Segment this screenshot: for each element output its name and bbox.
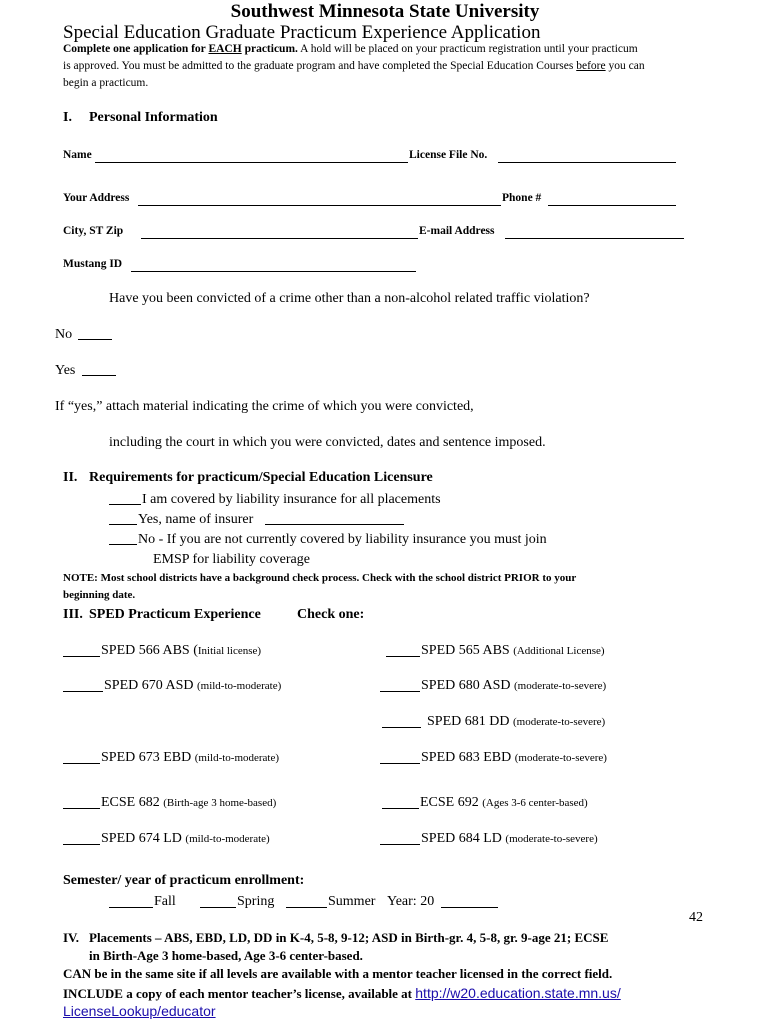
fall-field[interactable] [109,896,153,908]
mustang-id-field[interactable] [131,260,416,272]
sped-566-label: SPED 566 ABS (Initial license) [101,643,262,658]
sped-674-label: SPED 674 LD (mild-to-moderate) [101,831,270,846]
license-lookup-link-2[interactable]: LicenseLookup/educator [63,1003,216,1019]
sped-673-label: SPED 673 EBD (mild-to-moderate) [101,750,280,765]
section-2-number: II. [63,470,78,485]
section-1-number: I. [63,110,72,125]
address-label: Your Address [63,192,130,204]
placements-line-4: INCLUDE a copy of each mentor teacher’s license, available at http://w20.education.state.mn.us/ [63,985,621,1001]
crime-question: Have you been convicted of a crime other than a non-alcohol related traffic violation? [109,291,590,306]
yes-label: Yes [55,363,76,378]
section-2-heading: Requirements for practicum/Special Education Licensure [89,470,433,485]
sped-681-label: SPED 681 DD (moderate-to-severe) [427,714,606,729]
sped-683-field[interactable] [380,752,420,764]
intro-line-2: is approved. You must be admitted to the graduate program and have completed the Special Education Courses before you can [63,60,645,72]
liability-no-field[interactable] [109,533,137,545]
summer-label: Summer [328,894,376,909]
insurer-yes-text: Yes, name of insurer [138,512,254,527]
check-one-label: Check one: [297,607,365,622]
page-number: 42 [689,910,703,925]
note-line-2: beginning date. [63,589,136,601]
if-yes-line-1: If “yes,” attach material indicating the crime of which you were convicted, [55,399,474,414]
sped-680-label: SPED 680 ASD (moderate-to-severe) [421,678,607,693]
sped-683-label: SPED 683 EBD (moderate-to-severe) [421,750,607,765]
intro-line-3: begin a practicum. [63,77,149,89]
city-label: City, ST Zip [63,225,124,237]
university-title: Southwest Minnesota State University [230,1,540,22]
sped-684-field[interactable] [380,833,420,845]
placements-line-3: CAN be in the same site if all levels are available with a mentor teacher licensed in the correct field. [63,966,613,981]
ecse-692-field[interactable] [382,797,419,809]
ecse-692-label: ECSE 692 (Ages 3-6 center-based) [420,795,588,810]
name-field[interactable] [95,151,408,163]
spring-label: Spring [237,894,275,909]
sped-681-field[interactable] [382,716,421,728]
fall-label: Fall [154,894,176,909]
year-field[interactable] [441,896,498,908]
year-label: Year: 20 [387,894,435,909]
email-field[interactable] [505,227,684,239]
name-label: Name [63,149,92,161]
sped-670-field[interactable] [63,680,103,692]
liability-no-text: No - If you are not currently covered by liability insurance you must join [138,532,547,547]
no-label: No [55,327,73,342]
intro-line-1: Complete one application for EACH practicum. A hold will be placed on your practicum registration until your practicum [63,43,638,55]
sped-673-field[interactable] [63,752,100,764]
section-3-number: III. [63,607,83,622]
liability-covered-field[interactable] [109,493,141,505]
insurer-yes-field[interactable] [109,513,137,525]
ecse-682-label: ECSE 682 (Birth-age 3 home-based) [101,795,277,810]
sped-565-label: SPED 565 ABS (Additional License) [421,643,605,658]
license-lookup-link[interactable]: http://w20.education.state.mn.us/ [415,985,621,1001]
mustang-id-label: Mustang ID [63,258,123,270]
summer-field[interactable] [286,896,327,908]
email-label: E-mail Address [419,225,495,237]
semester-heading: Semester/ year of practicum enrollment: [63,873,305,888]
phone-label: Phone # [502,192,542,204]
yes-field[interactable] [82,364,116,376]
license-label: License File No. [409,149,488,161]
section-1-heading: Personal Information [89,110,218,125]
placements-line-1: Placements – ABS, EBD, LD, DD in K-4, 5-8, 9-12; ASD in Birth-gr. 4, 5-8, gr. 9-age 21; ECSE [89,930,609,945]
address-field[interactable] [138,194,501,206]
note-line-1: NOTE: Most school districts have a background check process. Check with the school district PRIOR to your [63,572,577,584]
sped-680-field[interactable] [380,680,420,692]
if-yes-line-2: including the court in which you were convicted, dates and sentence imposed. [109,435,546,450]
city-field[interactable] [141,227,418,239]
no-field[interactable] [78,328,112,340]
liability-no-text-2: EMSP for liability coverage [153,552,310,567]
section-4-number: IV. [63,930,80,945]
insurer-name-field[interactable] [265,513,404,525]
spring-field[interactable] [200,896,236,908]
section-3-heading: SPED Practicum Experience [89,607,261,622]
ecse-682-field[interactable] [63,797,100,809]
form-subtitle: Special Education Graduate Practicum Experience Application [63,22,541,43]
phone-field[interactable] [548,194,676,206]
license-field[interactable] [498,151,676,163]
sped-684-label: SPED 684 LD (moderate-to-severe) [421,831,598,846]
placements-line-2: in Birth-Age 3 home-based, Age 3-6 center-based. [89,948,363,963]
sped-670-label: SPED 670 ASD (mild-to-moderate) [104,678,282,693]
liability-covered-text: I am covered by liability insurance for all placements [142,492,441,507]
sped-565-field[interactable] [386,645,420,657]
sped-674-field[interactable] [63,833,100,845]
sped-566-field[interactable] [63,645,100,657]
